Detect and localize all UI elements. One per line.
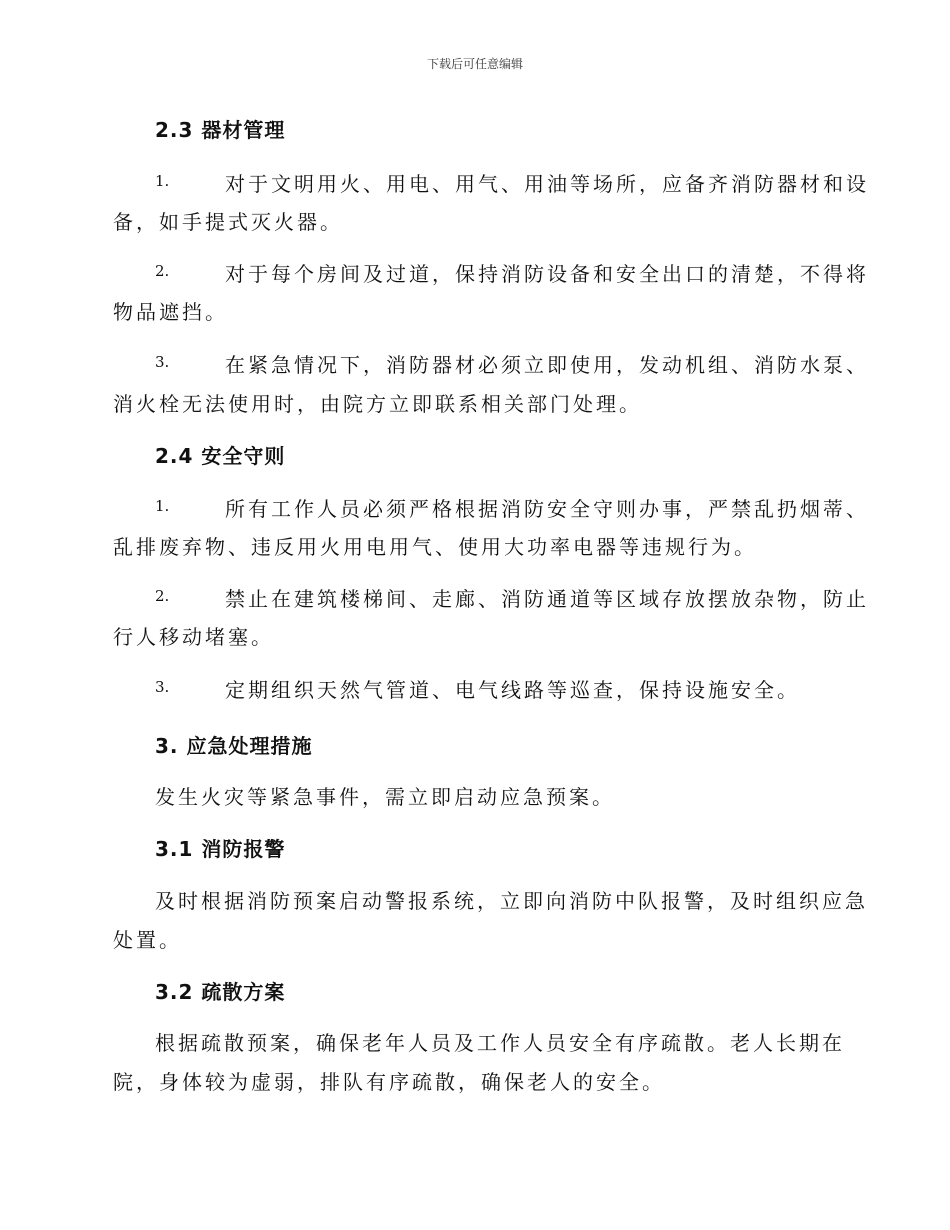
list-item-number: 3. (155, 678, 170, 696)
list-item-number: 1. (155, 497, 170, 515)
list-item-text: 在紧急情况下，消防器材必须立即使用，发动机组、消防水泵、 (225, 353, 869, 377)
list-item-text-continued: 乱排废弃物、违反用火用电用气、使用大功率电器等违规行为。 (113, 535, 757, 559)
list-item-number: 3. (155, 353, 170, 371)
list-item-number: 2. (155, 587, 170, 605)
section-heading-2-4: 2.4 安全守则 (155, 444, 286, 468)
section-paragraph-continued: 处置。 (113, 928, 182, 952)
list-item-text: 所有工作人员必须严格根据消防安全守则办事，严禁乱扔烟蒂、 (225, 497, 869, 521)
section-paragraph: 及时根据消防预案启动警报系统，立即向消防中队报警，及时组织应急 (155, 889, 868, 913)
list-item-number: 2. (155, 262, 170, 280)
list-item-text: 定期组织天然气管道、电气线路等巡查，保持设施安全。 (225, 678, 800, 702)
section-heading-3-2: 3.2 疏散方案 (155, 980, 286, 1004)
page-header: 下载后可任意编辑 (426, 57, 523, 71)
section-paragraph-continued: 院，身体较为虚弱，排队有序疏散，确保老人的安全。 (113, 1070, 665, 1094)
list-item-text-continued: 备，如手提式灭火器。 (113, 210, 343, 234)
list-item-number: 1. (155, 172, 170, 190)
section-paragraph: 发生火灾等紧急事件，需立即启动应急预案。 (155, 785, 615, 809)
list-item-text-continued: 物品遮挡。 (113, 300, 228, 324)
list-item-text-continued: 行人移动堵塞。 (113, 625, 274, 649)
section-heading-2-3: 2.3 器材管理 (155, 118, 286, 142)
list-item-text-continued: 消火栓无法使用时，由院方立即联系相关部门处理。 (113, 392, 642, 416)
section-paragraph: 根据疏散预案，确保老年人员及工作人员安全有序疏散。老人长期在 (155, 1031, 845, 1055)
list-item-text: 对于文明用火、用电、用气、用油等场所，应备齐消防器材和设 (225, 172, 869, 196)
section-heading-3: 3. 应急处理措施 (155, 734, 313, 758)
section-heading-3-1: 3.1 消防报警 (155, 837, 286, 861)
list-item-text: 对于每个房间及过道，保持消防设备和安全出口的清楚，不得将 (225, 262, 869, 286)
list-item-text: 禁止在建筑楼梯间、走廊、消防通道等区域存放摆放杂物，防止 (225, 587, 869, 611)
